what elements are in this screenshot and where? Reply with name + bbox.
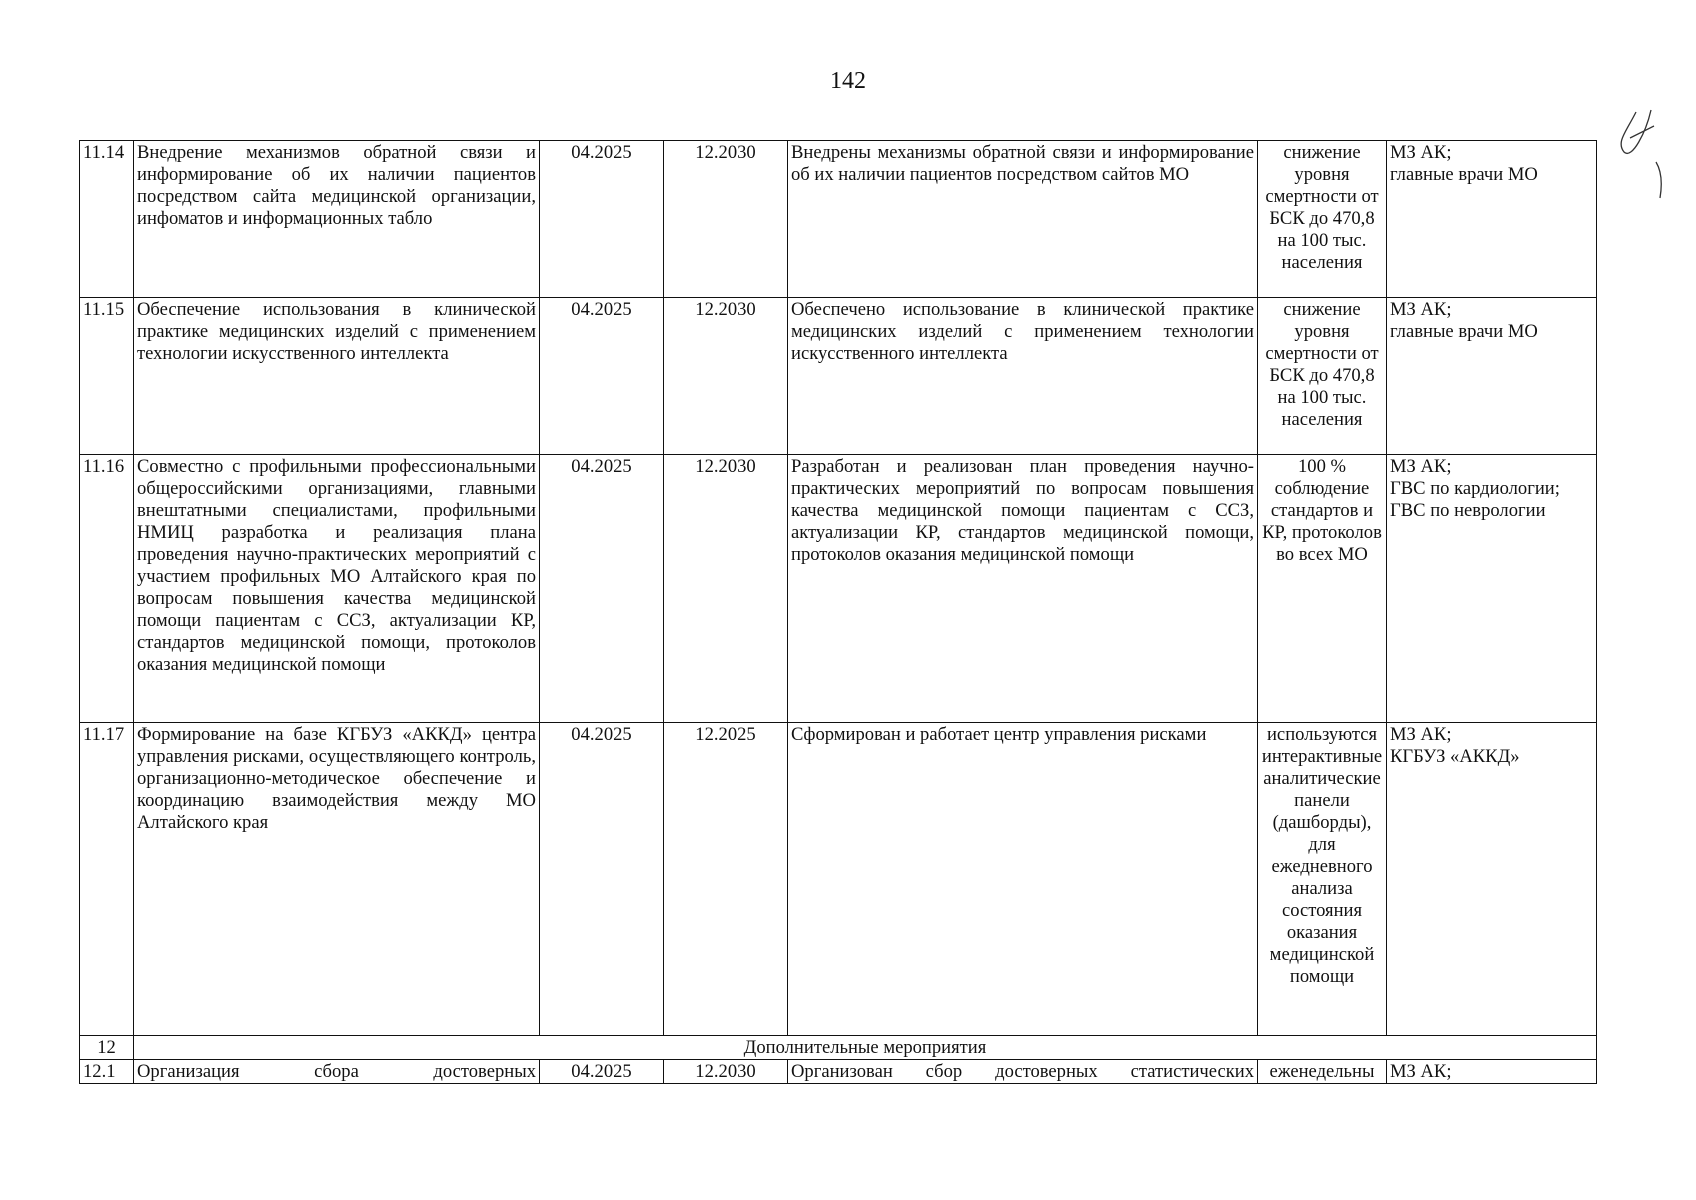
- responsible-line: КГБУЗ «АККД»: [1390, 746, 1520, 767]
- responsible: [1387, 723, 1597, 1036]
- start-date: 04.2025: [540, 723, 664, 1036]
- row-number: 11.17: [80, 723, 134, 1036]
- table-row-11-17: [80, 723, 1597, 1036]
- end-date: 12.2025: [664, 723, 788, 1036]
- responsible-line: главные врачи МО: [1390, 164, 1538, 185]
- activity-name: Формирование на базе КГБУЗ «АККД» центра управления рисками, осуществляющего контроль, организационно-методическое обеспечение и координацию взаимодействия между МО Алтайского края: [134, 723, 540, 1036]
- table-row-11-15: [80, 298, 1597, 455]
- expected-result: Обеспечено использование в клинической практике медицинских изделий с применением технологии искусственного интеллекта: [788, 298, 1258, 455]
- responsible-line: МЗ АК;: [1390, 299, 1452, 320]
- activity-name: Совместно с профильными профессиональными общероссийскими организациями, главными внештатными специалистами, профильными НМИЦ разработка и реализация плана проведения научно-практических мероприятий с участием профильных МО Алтайского края по вопросам повышения качества медицинской помощи пациентам с ССЗ, актуализации КР, стандартов медицинской помощи, протоколов оказания медицинской помощи: [134, 455, 540, 723]
- indicator: снижение уровня смертности от БСК до 470,8 на 100 тыс. населения: [1258, 298, 1387, 455]
- expected-result: Сформирован и работает центр управления рисками: [788, 723, 1258, 1036]
- start-date: 04.2025: [540, 455, 664, 723]
- responsible: [1387, 141, 1597, 298]
- activity-name: Внедрение механизмов обратной связи и информирование об их наличии пациентов посредством сайта медицинской организации, инфоматов и информационных табло: [134, 141, 540, 298]
- activity-name: Организация сбора достоверных: [134, 1060, 540, 1084]
- activity-name: Обеспечение использования в клинической практике медицинских изделий с применением технологии искусственного интеллекта: [134, 298, 540, 455]
- start-date: 04.2025: [540, 141, 664, 298]
- responsible-line: МЗ АК;: [1390, 724, 1452, 745]
- table-row-11-14: [80, 141, 1597, 298]
- responsible: [1387, 298, 1597, 455]
- responsible-line: ГВС по кардиологии;: [1390, 478, 1560, 499]
- page-number: 142: [830, 68, 866, 94]
- expected-result: Организован сбор достоверных статистических: [788, 1060, 1258, 1084]
- start-date: 04.2025: [540, 298, 664, 455]
- row-number: 11.14: [80, 141, 134, 298]
- handwritten-signature: [1596, 102, 1676, 212]
- indicator: используются интерактивные аналитические панели (дашборды), для ежедневного анализа состояния оказания медицинской помощи: [1258, 723, 1387, 1036]
- section-header-row: [80, 1036, 1597, 1060]
- responsible-line: МЗ АК;: [1390, 142, 1452, 163]
- responsible-line: главные врачи МО: [1390, 321, 1538, 342]
- indicator: еженедельны: [1258, 1060, 1387, 1084]
- section-title: Дополнительные мероприятия: [134, 1036, 1597, 1060]
- indicator: 100 % соблюдение стандартов и КР, протоколов во всех МО: [1258, 455, 1387, 723]
- table-row-11-16: [80, 455, 1597, 723]
- section-number: 12: [80, 1036, 134, 1060]
- row-number: 11.15: [80, 298, 134, 455]
- responsible: [1387, 455, 1597, 723]
- start-date: 04.2025: [540, 1060, 664, 1084]
- responsible-line: ГВС по неврологии: [1390, 500, 1546, 521]
- end-date: 12.2030: [664, 298, 788, 455]
- end-date: 12.2030: [664, 455, 788, 723]
- row-number: 11.16: [80, 455, 134, 723]
- activities-table: [79, 140, 1597, 1084]
- expected-result: Внедрены механизмы обратной связи и информирование об их наличии пациентов посредством сайтов МО: [788, 141, 1258, 298]
- responsible-line: МЗ АК;: [1390, 456, 1452, 477]
- row-number: 12.1: [80, 1060, 134, 1084]
- responsible: МЗ АК;: [1387, 1060, 1597, 1084]
- end-date: 12.2030: [664, 141, 788, 298]
- table-row-12-1: [80, 1060, 1597, 1084]
- end-date: 12.2030: [664, 1060, 788, 1084]
- expected-result: Разработан и реализован план проведения научно-практических мероприятий по вопросам повышения качества медицинской помощи пациентам с ССЗ, актуализации КР, стандартов медицинской помощи, протоколов оказания медицинской помощи: [788, 455, 1258, 723]
- indicator: снижение уровня смертности от БСК до 470,8 на 100 тыс. населения: [1258, 141, 1387, 298]
